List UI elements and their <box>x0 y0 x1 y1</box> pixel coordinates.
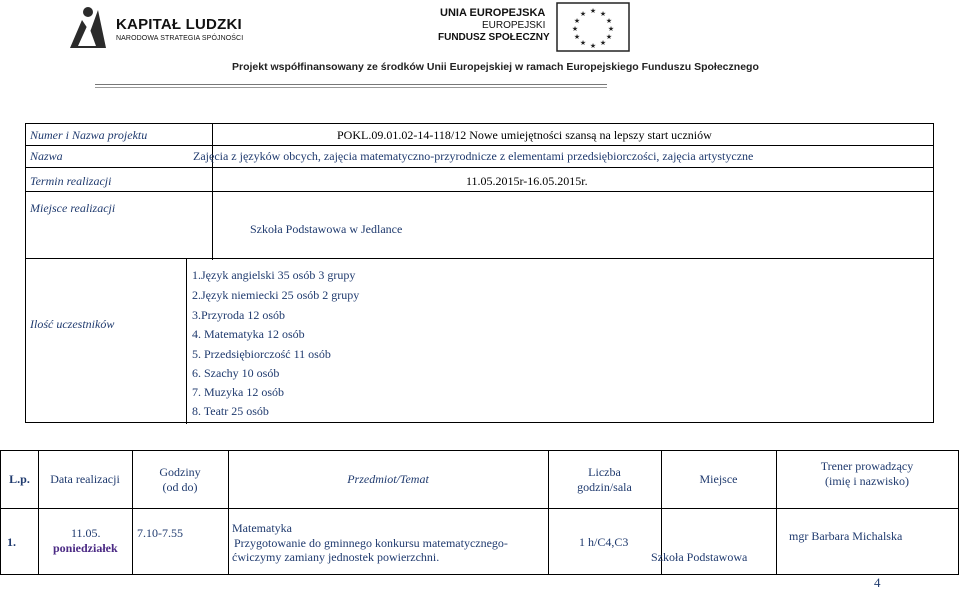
schedule-column-divider <box>38 451 39 574</box>
participant-item: 3.Przyroda 12 osób <box>192 308 285 322</box>
term-value: 11.05.2015r-16.05.2015r. <box>466 174 588 188</box>
participants-table <box>25 258 934 423</box>
participant-item: 7. Muzyka 12 osób <box>192 385 284 399</box>
participant-item: 1.Język angielski 35 osób 3 grupy <box>192 268 356 282</box>
kapital-ludzki-subtitle: NARODOWA STRATEGIA SPÓJNOŚCI <box>116 35 244 42</box>
svg-text:★: ★ <box>589 7 597 15</box>
kapital-ludzki-emblem-icon <box>68 2 108 50</box>
header-lp: L.p. <box>9 472 30 486</box>
row-lp: 1. <box>7 535 16 549</box>
schedule-header-divider <box>1 508 958 509</box>
svg-text:★: ★ <box>571 25 579 33</box>
svg-text:★: ★ <box>605 33 613 41</box>
header-place: Miejsce <box>699 472 738 486</box>
header-subject: Przedmiot/Temat <box>347 472 429 486</box>
project-cofinancing-line: Projekt współfinansowany ze środków Unii Europejskiej w ramach Europejskiego Funduszu Społecznego <box>232 61 759 73</box>
name-value: Zajęcia z języków obcych, zajęcia matematyczno-przyrodnicze z elementami przedsiębiorczości, zajęcia artystyczne <box>193 149 754 163</box>
row-hours: 7.10-7.55 <box>137 526 183 540</box>
participant-item: 5. Przedsiębiorczość 11 osób <box>192 347 331 361</box>
header-count-line2: godzin/sala <box>577 480 632 494</box>
header-divider-thin <box>95 87 607 88</box>
header-hours-line1: Godziny <box>159 465 201 479</box>
svg-text:★: ★ <box>579 10 587 18</box>
header-count-line1: Liczba <box>588 465 621 479</box>
header-divider <box>95 84 607 85</box>
row-date: 11.05. <box>71 526 101 540</box>
info-row-divider <box>26 167 933 168</box>
page-number: 4 <box>874 575 881 590</box>
project-value: POKL.09.01.02-14-118/12 Nowe umiejętności szansą na lepszy start uczniów <box>337 128 712 142</box>
row-subject-line2: Przygotowanie do gminnego konkursu matematycznego- <box>234 536 508 550</box>
svg-text:★: ★ <box>605 17 613 25</box>
kapital-ludzki-title: KAPITAŁ LUDZKI <box>116 16 242 33</box>
project-info-table <box>25 123 934 259</box>
row-subject-line1: Matematyka <box>232 521 292 535</box>
participant-item: 8. Teatr 25 osób <box>192 404 269 418</box>
header-date: Data realizacji <box>50 472 120 486</box>
row-count: 1 h/C4,C3 <box>579 535 629 549</box>
header-trainer-line1: Trener prowadzący <box>820 459 914 473</box>
place-value: Szkoła Podstawowa w Jedlance <box>250 222 403 236</box>
name-label: Nazwa <box>30 149 63 163</box>
svg-text:★: ★ <box>589 42 597 50</box>
kapital-ludzki-logo <box>68 2 244 50</box>
participant-item: 2.Język niemiecki 25 osób 2 grupy <box>192 288 360 302</box>
eu-logo-line1: UNIA EUROPEJSKA <box>440 7 546 19</box>
eu-logo-line2: EUROPEJSKI <box>482 20 546 31</box>
participant-item: 4. Matematyka 12 osób <box>192 327 305 341</box>
eu-flag-icon <box>556 2 630 52</box>
svg-text:★: ★ <box>599 39 607 47</box>
svg-text:★: ★ <box>607 25 615 33</box>
svg-text:★: ★ <box>573 17 581 25</box>
svg-text:★: ★ <box>599 10 607 18</box>
info-row-divider <box>26 191 933 192</box>
row-trainer: mgr Barbara Michalska <box>789 529 903 543</box>
schedule-column-divider <box>228 451 229 574</box>
eu-logo-line3: FUNDUSZ SPOŁECZNY <box>438 32 550 43</box>
info-row-divider <box>26 145 933 146</box>
row-day: poniedziałek <box>53 541 118 555</box>
place-label: Miejsce realizacji <box>30 201 116 215</box>
row-place: Szkoła Podstawowa <box>651 550 748 564</box>
row-subject-line3: ćwiczymy zamiany jednostek powierzchni. <box>232 550 440 564</box>
participants-column-divider <box>186 259 187 424</box>
term-label: Termin realizacji <box>30 174 112 188</box>
header-hours-line2: (od do) <box>162 480 198 494</box>
participant-item: 6. Szachy 10 osób <box>192 366 280 380</box>
header-trainer-line2: (imię i nazwisko) <box>825 474 909 488</box>
schedule-table <box>0 450 959 575</box>
svg-text:★: ★ <box>573 33 581 41</box>
participants-label: Ilość uczestników <box>30 317 115 331</box>
project-label: Numer i Nazwa projektu <box>30 128 148 142</box>
svg-text:★: ★ <box>579 39 587 47</box>
eu-social-fund-logo <box>436 2 636 50</box>
